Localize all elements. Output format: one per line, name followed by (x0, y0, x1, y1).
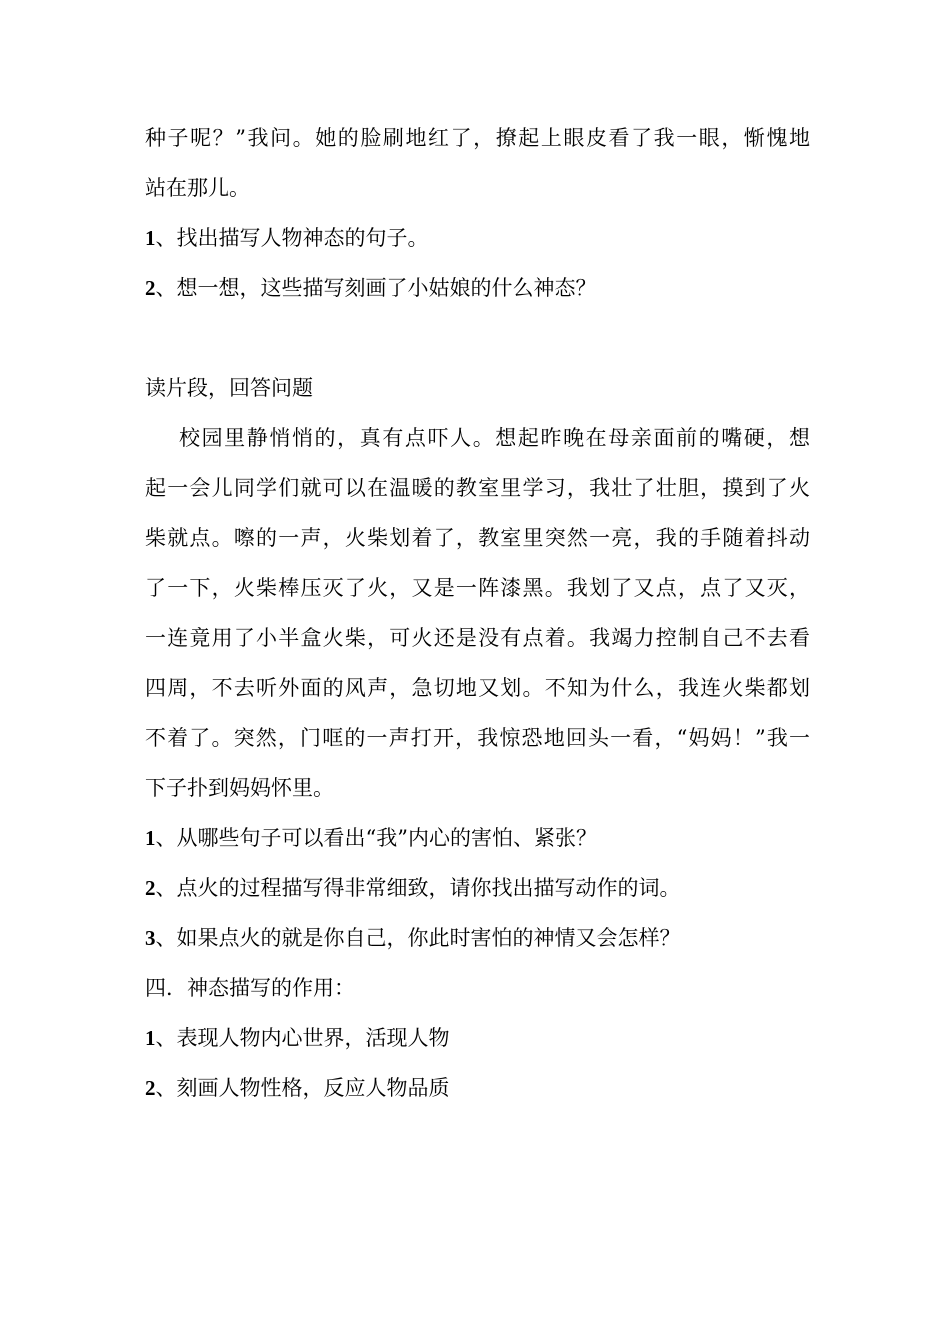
question-text: 、如果点火的就是你自己，你此时害怕的神情又会怎样？ (155, 926, 681, 950)
question-text: 、从哪些句子可以看出“我”内心的害怕、紧张？ (155, 826, 597, 850)
passage2-line-3: 柴就点。嚓的一声，火柴划着了，教室里突然一亮，我的手随着抖动 (145, 526, 810, 550)
question-number: 1 (145, 226, 156, 250)
passage2-line-4: 了一下，火柴棒压灭了火，又是一阵漆黑。我划了又点，点了又灭， (145, 576, 810, 600)
passage2-line-2: 起一会儿同学们就可以在温暖的教室里学习，我壮了壮胆，摸到了火 (145, 476, 810, 500)
question-number: 2 (145, 276, 156, 300)
list-item-text: 、表现人物内心世界，活现人物 (155, 1026, 450, 1050)
list-item-text: 、刻画人物性格，反应人物品质 (155, 1076, 450, 1100)
question-text: 、点火的过程描写得非常细致，请你找出描写动作的词。 (155, 876, 681, 900)
passage2-line-7: 不着了。突然，门哐的一声打开，我惊恐地回头一看，“妈妈！”我一 (145, 726, 810, 750)
passage1-line-1: 种子呢？”我问。她的脸刷地红了，撩起上眼皮看了我一眼，惭愧地 (145, 126, 810, 150)
question-number: 3 (145, 926, 156, 950)
list-item-number: 1 (145, 1026, 156, 1050)
list-item (145, 1024, 810, 1052)
section4-title: 四．神态描写的作用： (145, 976, 355, 1000)
passage2-line-8: 下子扑到妈妈怀里。 (145, 776, 334, 800)
question-item (145, 924, 810, 952)
passage2-line-1: 校园里静悄悄的，真有点吓人。想起昨晚在母亲面前的嘴硬，想 (179, 426, 810, 450)
section-title: 读片段，回答问题 (145, 376, 313, 400)
question-item (145, 824, 810, 852)
question-text: 、想一想，这些描写刻画了小姑娘的什么神态？ (155, 276, 597, 300)
passage2-line-5: 一连竟用了小半盒火柴，可火还是没有点着。我竭力控制自己不去看 (145, 626, 810, 650)
question-item (145, 274, 810, 302)
question-text: 、找出描写人物神态的句子。 (155, 226, 429, 250)
question-number: 1 (145, 826, 156, 850)
list-item (145, 1074, 810, 1102)
question-number: 2 (145, 876, 156, 900)
list-item-number: 2 (145, 1076, 156, 1100)
question-item (145, 224, 810, 252)
passage1-line-2: 站在那儿。 (145, 176, 250, 200)
question-item (145, 874, 810, 902)
passage2-line-6: 四周，不去听外面的风声，急切地又划。不知为什么，我连火柴都划 (145, 676, 810, 700)
